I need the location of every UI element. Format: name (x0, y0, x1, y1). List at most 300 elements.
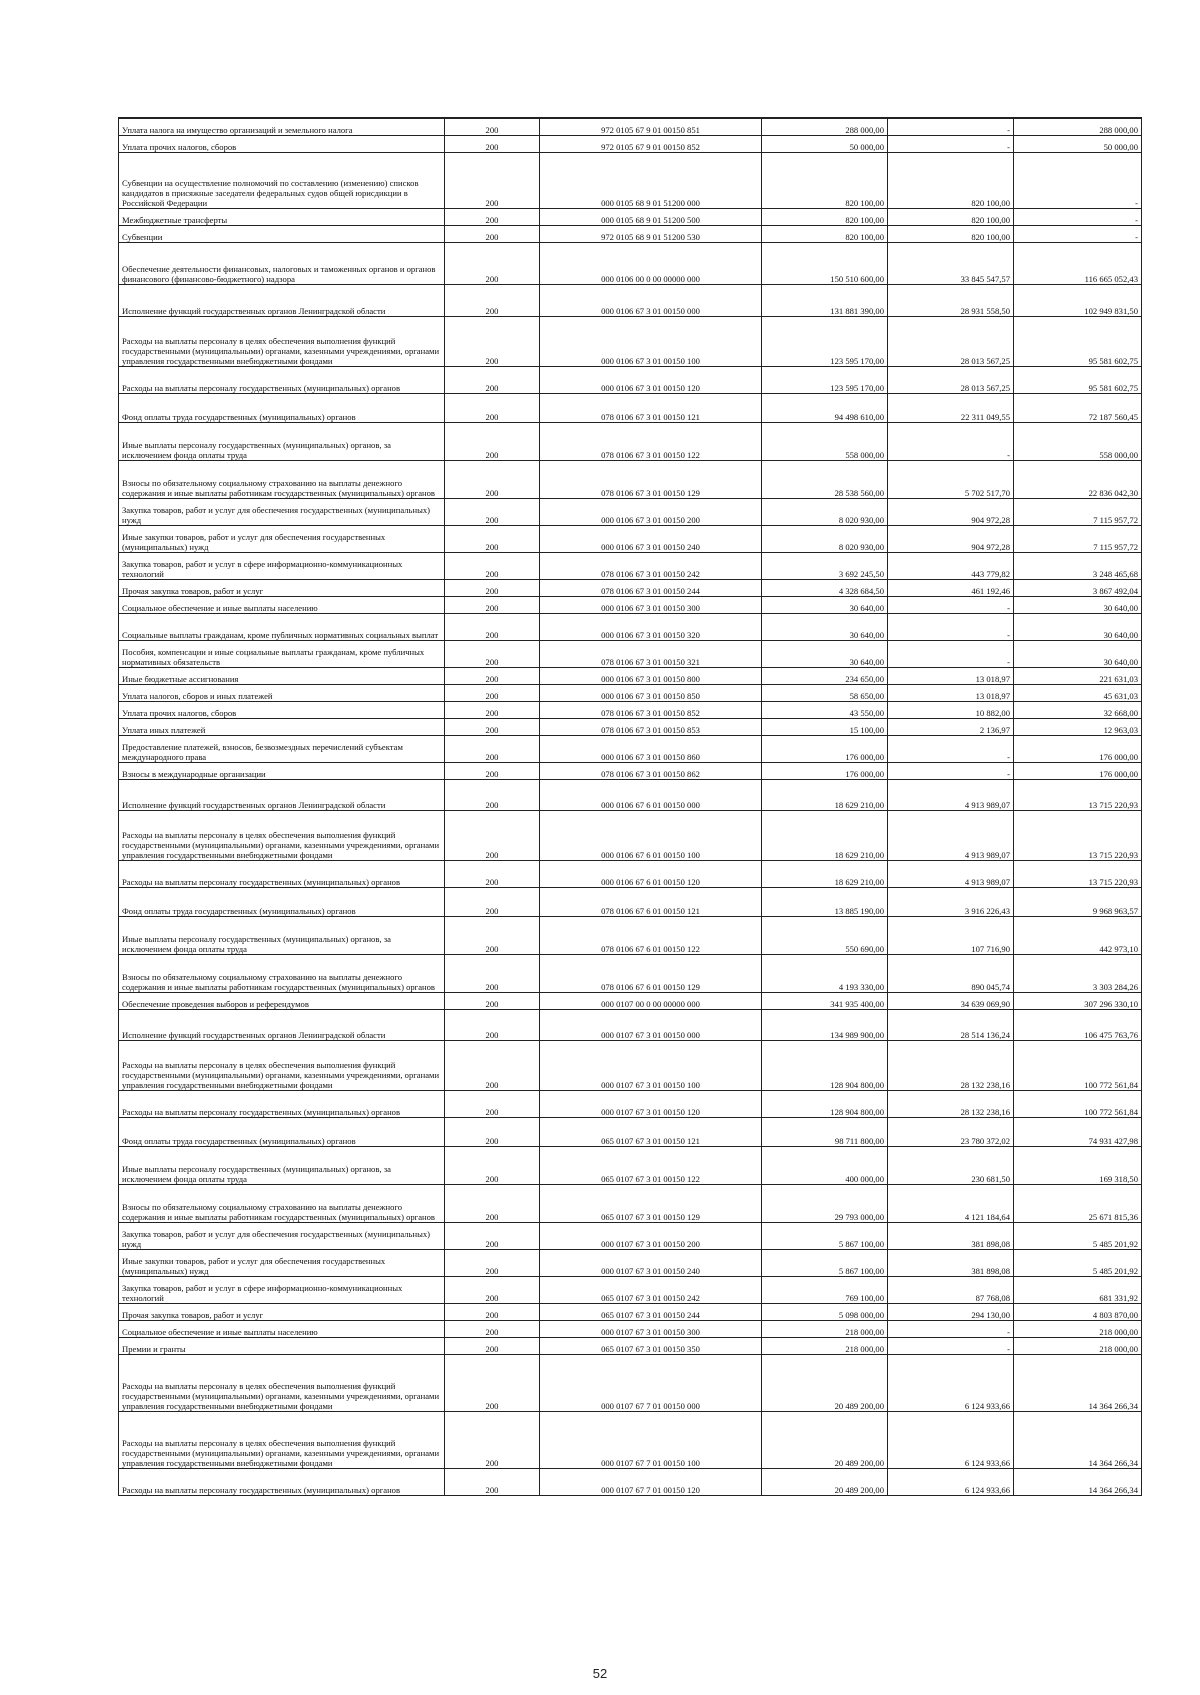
row-name: Расходы на выплаты персоналу государственных (муниципальных) органов (119, 1468, 445, 1495)
row-approved: 94 498 610,00 (762, 393, 888, 422)
table-row (119, 579, 1142, 596)
row-line-code: 200 (445, 460, 540, 498)
row-name: Исполнение функций государственных органов Ленинградской области (119, 284, 445, 316)
row-budget-code: 000 0106 67 6 01 00150 000 (540, 779, 762, 810)
row-line-code: 200 (445, 1184, 540, 1222)
row-approved: 5 867 100,00 (762, 1222, 888, 1249)
row-line-code: 200 (445, 152, 540, 208)
row-budget-code: 000 0106 67 3 01 00150 120 (540, 366, 762, 393)
table-row (119, 1117, 1142, 1146)
row-approved: 4 193 330,00 (762, 954, 888, 992)
row-line-code: 200 (445, 208, 540, 225)
row-line-code: 200 (445, 1222, 540, 1249)
row-line-code: 200 (445, 1337, 540, 1354)
row-budget-code: 078 0106 67 3 01 00150 244 (540, 579, 762, 596)
row-remaining: 442 973,10 (1014, 916, 1142, 954)
row-line-code: 200 (445, 1117, 540, 1146)
row-line-code: 200 (445, 810, 540, 860)
row-remaining: 32 668,00 (1014, 701, 1142, 718)
row-remaining: 288 000,00 (1014, 118, 1142, 135)
row-remaining: 4 803 870,00 (1014, 1303, 1142, 1320)
row-budget-code: 078 0106 67 3 01 00150 122 (540, 422, 762, 460)
row-approved: 820 100,00 (762, 152, 888, 208)
row-name: Закупка товаров, работ и услуг в сфере информационно-коммуникационных технологий (119, 1276, 445, 1303)
row-name: Исполнение функций государственных органов Ленинградской области (119, 779, 445, 810)
row-remaining: 30 640,00 (1014, 613, 1142, 640)
row-executed: 4 121 184,64 (888, 1184, 1014, 1222)
row-remaining: 176 000,00 (1014, 735, 1142, 762)
row-approved: 131 881 390,00 (762, 284, 888, 316)
row-line-code: 200 (445, 1090, 540, 1117)
row-executed: 13 018,97 (888, 684, 1014, 701)
row-budget-code: 078 0106 67 3 01 00150 862 (540, 762, 762, 779)
row-budget-code: 065 0107 67 3 01 00150 122 (540, 1146, 762, 1184)
row-approved: 5 867 100,00 (762, 1249, 888, 1276)
row-executed: 87 768,08 (888, 1276, 1014, 1303)
row-budget-code: 000 0106 67 3 01 00150 860 (540, 735, 762, 762)
table-row (119, 954, 1142, 992)
row-approved: 820 100,00 (762, 208, 888, 225)
row-budget-code: 078 0106 67 6 01 00150 121 (540, 887, 762, 916)
row-remaining: 218 000,00 (1014, 1337, 1142, 1354)
table-row (119, 860, 1142, 887)
row-remaining: 221 631,03 (1014, 667, 1142, 684)
row-budget-code: 000 0106 67 3 01 00150 100 (540, 316, 762, 366)
row-budget-code: 000 0107 67 7 01 00150 120 (540, 1468, 762, 1495)
row-budget-code: 078 0106 67 6 01 00150 122 (540, 916, 762, 954)
row-executed: 28 514 136,24 (888, 1009, 1014, 1040)
table-row (119, 1276, 1142, 1303)
row-budget-code: 078 0106 67 3 01 00150 242 (540, 552, 762, 579)
row-name: Премии и гранты (119, 1337, 445, 1354)
row-approved: 18 629 210,00 (762, 860, 888, 887)
table-body (119, 118, 1142, 1495)
row-name: Уплата прочих налогов, сборов (119, 135, 445, 152)
row-line-code: 200 (445, 762, 540, 779)
row-remaining: 95 581 602,75 (1014, 366, 1142, 393)
row-line-code: 200 (445, 596, 540, 613)
row-budget-code: 078 0106 67 3 01 00150 853 (540, 718, 762, 735)
row-approved: 218 000,00 (762, 1320, 888, 1337)
row-line-code: 200 (445, 498, 540, 525)
row-line-code: 200 (445, 887, 540, 916)
row-approved: 176 000,00 (762, 735, 888, 762)
row-budget-code: 000 0107 00 0 00 00000 000 (540, 992, 762, 1009)
row-approved: 234 650,00 (762, 667, 888, 684)
row-approved: 769 100,00 (762, 1276, 888, 1303)
row-name: Уплата иных платежей (119, 718, 445, 735)
row-executed: 33 845 547,57 (888, 242, 1014, 284)
row-name: Взносы в международные организации (119, 762, 445, 779)
row-executed: 294 130,00 (888, 1303, 1014, 1320)
row-name: Расходы на выплаты персоналу государственных (муниципальных) органов (119, 860, 445, 887)
row-budget-code: 078 0106 67 6 01 00150 129 (540, 954, 762, 992)
row-line-code: 200 (445, 992, 540, 1009)
row-name: Социальное обеспечение и иные выплаты населению (119, 596, 445, 613)
row-executed: 28 132 238,16 (888, 1040, 1014, 1090)
row-approved: 176 000,00 (762, 762, 888, 779)
row-line-code: 200 (445, 701, 540, 718)
row-budget-code: 000 0107 67 3 01 00150 000 (540, 1009, 762, 1040)
table-row (119, 393, 1142, 422)
row-approved: 29 793 000,00 (762, 1184, 888, 1222)
row-line-code: 200 (445, 422, 540, 460)
row-remaining: - (1014, 208, 1142, 225)
row-budget-code: 000 0107 67 3 01 00150 200 (540, 1222, 762, 1249)
row-name: Закупка товаров, работ и услуг для обеспечения государственных (муниципальных) нужд (119, 498, 445, 525)
row-budget-code: 065 0107 67 3 01 00150 350 (540, 1337, 762, 1354)
row-executed: 6 124 933,66 (888, 1354, 1014, 1411)
row-remaining: 3 867 492,04 (1014, 579, 1142, 596)
row-approved: 150 510 600,00 (762, 242, 888, 284)
row-approved: 400 000,00 (762, 1146, 888, 1184)
row-line-code: 200 (445, 579, 540, 596)
row-executed: 4 913 989,07 (888, 860, 1014, 887)
row-name: Субвенции (119, 225, 445, 242)
row-executed: 820 100,00 (888, 208, 1014, 225)
row-executed: 381 898,08 (888, 1222, 1014, 1249)
row-name: Социальное обеспечение и иные выплаты населению (119, 1320, 445, 1337)
row-line-code: 200 (445, 1146, 540, 1184)
row-executed: - (888, 118, 1014, 135)
row-approved: 20 489 200,00 (762, 1354, 888, 1411)
row-budget-code: 078 0106 67 3 01 00150 121 (540, 393, 762, 422)
row-executed: 22 311 049,55 (888, 393, 1014, 422)
table-row (119, 284, 1142, 316)
row-executed: 10 882,00 (888, 701, 1014, 718)
row-line-code: 200 (445, 525, 540, 552)
table-row (119, 1009, 1142, 1040)
row-remaining: 307 296 330,10 (1014, 992, 1142, 1009)
row-line-code: 200 (445, 366, 540, 393)
row-executed: 2 136,97 (888, 718, 1014, 735)
row-name: Фонд оплаты труда государственных (муниципальных) органов (119, 1117, 445, 1146)
row-line-code: 200 (445, 1249, 540, 1276)
row-remaining: - (1014, 225, 1142, 242)
row-name: Уплата прочих налогов, сборов (119, 701, 445, 718)
row-approved: 123 595 170,00 (762, 366, 888, 393)
row-remaining: 22 836 042,30 (1014, 460, 1142, 498)
table-row (119, 1468, 1142, 1495)
table-row (119, 1337, 1142, 1354)
row-approved: 128 904 800,00 (762, 1090, 888, 1117)
row-name: Взносы по обязательному социальному страхованию на выплаты денежного содержания и иные выплаты работникам государственных (муниципальных) органов (119, 1184, 445, 1222)
row-budget-code: 972 0105 67 9 01 00150 851 (540, 118, 762, 135)
row-name: Расходы на выплаты персоналу в целях обеспечения выполнения функций государственными (муниципальными) органами, казенными учреждениями, органами управления государственными внебюджетными фондами (119, 1354, 445, 1411)
row-line-code: 200 (445, 1411, 540, 1468)
row-name: Иные выплаты персоналу государственных (муниципальных) органов, за исключением фонда оплаты труда (119, 1146, 445, 1184)
table-row (119, 1090, 1142, 1117)
table-row (119, 1411, 1142, 1468)
row-name: Исполнение функций государственных органов Ленинградской области (119, 1009, 445, 1040)
row-approved: 123 595 170,00 (762, 316, 888, 366)
row-remaining: 558 000,00 (1014, 422, 1142, 460)
row-budget-code: 000 0106 67 3 01 00150 800 (540, 667, 762, 684)
row-executed: 13 018,97 (888, 667, 1014, 684)
table-row (119, 779, 1142, 810)
table-row (119, 667, 1142, 684)
row-approved: 43 550,00 (762, 701, 888, 718)
row-remaining: 176 000,00 (1014, 762, 1142, 779)
row-executed: - (888, 735, 1014, 762)
row-name: Обеспечение деятельности финансовых, налоговых и таможенных органов и органов финансового (финансово-бюджетного) надзора (119, 242, 445, 284)
row-approved: 15 100,00 (762, 718, 888, 735)
row-approved: 558 000,00 (762, 422, 888, 460)
row-approved: 30 640,00 (762, 613, 888, 640)
row-remaining: 14 364 266,34 (1014, 1411, 1142, 1468)
row-approved: 134 989 900,00 (762, 1009, 888, 1040)
row-executed: - (888, 1320, 1014, 1337)
table-row (119, 242, 1142, 284)
row-budget-code: 065 0107 67 3 01 00150 242 (540, 1276, 762, 1303)
row-name: Иные закупки товаров, работ и услуг для обеспечения государственных (муниципальных) нужд (119, 525, 445, 552)
row-budget-code: 000 0107 67 7 01 00150 000 (540, 1354, 762, 1411)
row-remaining: 7 115 957,72 (1014, 525, 1142, 552)
table-row (119, 810, 1142, 860)
row-executed: 820 100,00 (888, 152, 1014, 208)
row-remaining: 102 949 831,50 (1014, 284, 1142, 316)
row-approved: 8 020 930,00 (762, 498, 888, 525)
row-budget-code: 000 0106 67 3 01 00150 240 (540, 525, 762, 552)
row-approved: 288 000,00 (762, 118, 888, 135)
row-line-code: 200 (445, 135, 540, 152)
row-budget-code: 000 0106 67 6 01 00150 100 (540, 810, 762, 860)
row-name: Уплата налогов, сборов и иных платежей (119, 684, 445, 701)
row-executed: - (888, 596, 1014, 613)
table-row (119, 1222, 1142, 1249)
row-executed: 6 124 933,66 (888, 1468, 1014, 1495)
table-row (119, 640, 1142, 667)
row-executed: - (888, 762, 1014, 779)
row-approved: 20 489 200,00 (762, 1468, 888, 1495)
table-row (119, 366, 1142, 393)
row-name: Закупка товаров, работ и услуг в сфере информационно-коммуникационных технологий (119, 552, 445, 579)
row-approved: 8 020 930,00 (762, 525, 888, 552)
row-name: Расходы на выплаты персоналу в целях обеспечения выполнения функций государственными (муниципальными) органами, казенными учреждениями, органами управления государственными внебюджетными фондами (119, 1040, 445, 1090)
row-approved: 341 935 400,00 (762, 992, 888, 1009)
table-row (119, 1184, 1142, 1222)
row-approved: 3 692 245,50 (762, 552, 888, 579)
row-remaining: 13 715 220,93 (1014, 810, 1142, 860)
row-executed: 4 913 989,07 (888, 779, 1014, 810)
row-budget-code: 000 0106 67 3 01 00150 320 (540, 613, 762, 640)
row-budget-code: 000 0107 67 3 01 00150 240 (540, 1249, 762, 1276)
row-remaining: 9 968 963,57 (1014, 887, 1142, 916)
row-name: Расходы на выплаты персоналу государственных (муниципальных) органов (119, 1090, 445, 1117)
row-remaining: 50 000,00 (1014, 135, 1142, 152)
row-budget-code: 000 0107 67 3 01 00150 100 (540, 1040, 762, 1090)
row-approved: 218 000,00 (762, 1337, 888, 1354)
table-row (119, 1040, 1142, 1090)
row-executed: 23 780 372,02 (888, 1117, 1014, 1146)
table-row (119, 613, 1142, 640)
row-approved: 18 629 210,00 (762, 779, 888, 810)
table-row (119, 701, 1142, 718)
row-executed: 890 045,74 (888, 954, 1014, 992)
row-executed: - (888, 135, 1014, 152)
row-line-code: 200 (445, 1320, 540, 1337)
row-remaining: 30 640,00 (1014, 640, 1142, 667)
row-line-code: 200 (445, 684, 540, 701)
row-remaining: 218 000,00 (1014, 1320, 1142, 1337)
row-executed: 107 716,90 (888, 916, 1014, 954)
row-executed: 28 013 567,25 (888, 366, 1014, 393)
row-budget-code: 000 0106 67 3 01 00150 000 (540, 284, 762, 316)
row-name: Уплата налога на имущество организаций и земельного налога (119, 118, 445, 135)
table-row (119, 916, 1142, 954)
row-approved: 30 640,00 (762, 640, 888, 667)
row-name: Иные выплаты персоналу государственных (муниципальных) органов, за исключением фонда оплаты труда (119, 916, 445, 954)
row-remaining: 13 715 220,93 (1014, 860, 1142, 887)
row-remaining: - (1014, 152, 1142, 208)
table-row (119, 1320, 1142, 1337)
row-budget-code: 972 0105 67 9 01 00150 852 (540, 135, 762, 152)
row-line-code: 200 (445, 1040, 540, 1090)
row-name: Прочая закупка товаров, работ и услуг (119, 579, 445, 596)
row-line-code: 200 (445, 1354, 540, 1411)
row-remaining: 13 715 220,93 (1014, 779, 1142, 810)
row-remaining: 3 248 465,68 (1014, 552, 1142, 579)
row-approved: 550 690,00 (762, 916, 888, 954)
row-budget-code: 000 0107 67 3 01 00150 300 (540, 1320, 762, 1337)
table-row (119, 460, 1142, 498)
row-approved: 28 538 560,00 (762, 460, 888, 498)
row-executed: - (888, 640, 1014, 667)
row-line-code: 200 (445, 393, 540, 422)
row-line-code: 200 (445, 1468, 540, 1495)
table-row (119, 552, 1142, 579)
row-name: Расходы на выплаты персоналу в целях обеспечения выполнения функций государственными (муниципальными) органами, казенными учреждениями, органами управления государственными внебюджетными фондами (119, 810, 445, 860)
row-line-code: 200 (445, 667, 540, 684)
row-name: Предоставление платежей, взносов, безвозмездных перечислений субъектам международного права (119, 735, 445, 762)
row-line-code: 200 (445, 613, 540, 640)
row-name: Иные бюджетные ассигнования (119, 667, 445, 684)
row-budget-code: 000 0105 68 9 01 51200 500 (540, 208, 762, 225)
table-row (119, 1146, 1142, 1184)
table-row (119, 152, 1142, 208)
table-row (119, 992, 1142, 1009)
row-remaining: 7 115 957,72 (1014, 498, 1142, 525)
table-row (119, 135, 1142, 152)
row-executed: 461 192,46 (888, 579, 1014, 596)
table-row (119, 498, 1142, 525)
row-name: Расходы на выплаты персоналу государственных (муниципальных) органов (119, 366, 445, 393)
row-budget-code: 000 0106 67 6 01 00150 120 (540, 860, 762, 887)
row-name: Социальные выплаты гражданам, кроме публичных нормативных социальных выплат (119, 613, 445, 640)
row-executed: 820 100,00 (888, 225, 1014, 242)
row-executed: 28 013 567,25 (888, 316, 1014, 366)
row-executed: 3 916 226,43 (888, 887, 1014, 916)
table-row (119, 596, 1142, 613)
row-approved: 13 885 190,00 (762, 887, 888, 916)
row-budget-code: 000 0107 67 7 01 00150 100 (540, 1411, 762, 1468)
row-budget-code: 000 0107 67 3 01 00150 120 (540, 1090, 762, 1117)
row-line-code: 200 (445, 779, 540, 810)
row-approved: 58 650,00 (762, 684, 888, 701)
row-line-code: 200 (445, 640, 540, 667)
row-name: Иные закупки товаров, работ и услуг для обеспечения государственных (муниципальных) нужд (119, 1249, 445, 1276)
row-name: Расходы на выплаты персоналу в целях обеспечения выполнения функций государственными (муниципальными) органами, казенными учреждениями, органами управления государственными внебюджетными фондами (119, 316, 445, 366)
row-remaining: 5 485 201,92 (1014, 1222, 1142, 1249)
row-budget-code: 000 0105 68 9 01 51200 000 (540, 152, 762, 208)
row-remaining: 100 772 561,84 (1014, 1040, 1142, 1090)
row-budget-code: 000 0106 67 3 01 00150 300 (540, 596, 762, 613)
row-remaining: 5 485 201,92 (1014, 1249, 1142, 1276)
page-number: 52 (592, 1666, 608, 1681)
table-row (119, 762, 1142, 779)
row-remaining: 25 671 815,36 (1014, 1184, 1142, 1222)
row-approved: 4 328 684,50 (762, 579, 888, 596)
row-remaining: 95 581 602,75 (1014, 316, 1142, 366)
row-executed: 443 779,82 (888, 552, 1014, 579)
row-executed: 4 913 989,07 (888, 810, 1014, 860)
row-executed: 34 639 069,90 (888, 992, 1014, 1009)
row-name: Субвенции на осуществление полномочий по составлению (изменению) списков кандидатов в присяжные заседатели федеральных судов общей юрисдикции в Российской Федерации (119, 152, 445, 208)
row-name: Обеспечение проведения выборов и референдумов (119, 992, 445, 1009)
table-row (119, 1249, 1142, 1276)
row-line-code: 200 (445, 118, 540, 135)
row-budget-code: 972 0105 68 9 01 51200 530 (540, 225, 762, 242)
row-budget-code: 065 0107 67 3 01 00150 129 (540, 1184, 762, 1222)
row-budget-code: 065 0107 67 3 01 00150 244 (540, 1303, 762, 1320)
row-remaining: 116 665 052,43 (1014, 242, 1142, 284)
row-remaining: 14 364 266,34 (1014, 1468, 1142, 1495)
row-line-code: 200 (445, 552, 540, 579)
table-row (119, 718, 1142, 735)
row-line-code: 200 (445, 1303, 540, 1320)
expenditure-table (118, 117, 1142, 1496)
row-executed: 5 702 517,70 (888, 460, 1014, 498)
row-line-code: 200 (445, 954, 540, 992)
row-approved: 98 711 800,00 (762, 1117, 888, 1146)
row-line-code: 200 (445, 735, 540, 762)
row-line-code: 200 (445, 316, 540, 366)
row-approved: 5 098 000,00 (762, 1303, 888, 1320)
row-executed: 230 681,50 (888, 1146, 1014, 1184)
row-budget-code: 000 0106 67 3 01 00150 200 (540, 498, 762, 525)
table-row (119, 1303, 1142, 1320)
table-row (119, 684, 1142, 701)
row-name: Взносы по обязательному социальному страхованию на выплаты денежного содержания и иные выплаты работникам государственных (муниципальных) органов (119, 460, 445, 498)
row-remaining: 169 318,50 (1014, 1146, 1142, 1184)
row-name: Закупка товаров, работ и услуг для обеспечения государственных (муниципальных) нужд (119, 1222, 445, 1249)
row-name: Пособия, компенсации и иные социальные выплаты гражданам, кроме публичных нормативных обязательств (119, 640, 445, 667)
row-executed: 28 931 558,50 (888, 284, 1014, 316)
row-approved: 30 640,00 (762, 596, 888, 613)
row-name: Фонд оплаты труда государственных (муниципальных) органов (119, 393, 445, 422)
row-approved: 18 629 210,00 (762, 810, 888, 860)
row-budget-code: 000 0106 00 0 00 00000 000 (540, 242, 762, 284)
row-remaining: 14 364 266,34 (1014, 1354, 1142, 1411)
row-budget-code: 078 0106 67 3 01 00150 129 (540, 460, 762, 498)
table-row (119, 735, 1142, 762)
row-line-code: 200 (445, 284, 540, 316)
table-row (119, 316, 1142, 366)
row-budget-code: 078 0106 67 3 01 00150 321 (540, 640, 762, 667)
row-remaining: 30 640,00 (1014, 596, 1142, 613)
row-executed: - (888, 613, 1014, 640)
row-remaining: 681 331,92 (1014, 1276, 1142, 1303)
row-line-code: 200 (445, 718, 540, 735)
table-row (119, 525, 1142, 552)
row-remaining: 100 772 561,84 (1014, 1090, 1142, 1117)
row-remaining: 45 631,03 (1014, 684, 1142, 701)
row-line-code: 200 (445, 1009, 540, 1040)
row-executed: 28 132 238,16 (888, 1090, 1014, 1117)
table-row (119, 887, 1142, 916)
row-name: Прочая закупка товаров, работ и услуг (119, 1303, 445, 1320)
row-executed: - (888, 1337, 1014, 1354)
